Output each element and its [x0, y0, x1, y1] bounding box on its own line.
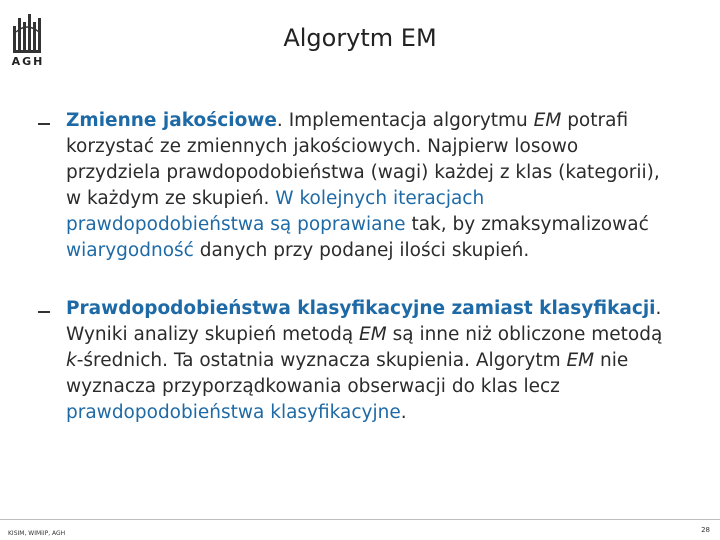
item-heading: Prawdopodobieństwa klasyfikacyjne zamiast klasyfikacji: [66, 298, 656, 319]
page-number: 28: [701, 526, 710, 534]
highlight-text: prawdopodobieństwa klasyfikacyjne: [66, 402, 401, 423]
dash-bullet-icon: [38, 123, 50, 125]
item-text: są inne niż obliczone metodą: [386, 324, 663, 345]
item-text: .: [400, 402, 407, 423]
highlight-text: W kolejnych iteracjach prawdopodobieństwa są poprawiane: [66, 188, 485, 235]
item-text: potrafi korzystać ze zmiennych jakościowych. Najpierw losowo przydziela prawdopodobieństwa (wagi) każdej z klas (kategorii), w każdym ze skupień.: [66, 110, 660, 209]
item-text: EM: [566, 350, 595, 371]
bullet-list: [38, 108, 678, 426]
logo-text: AGH: [11, 55, 45, 68]
item-text: nie wyznacza przyporządkowania obserwacji do klas lecz: [66, 350, 629, 397]
item-text: tak, by zmaksymalizować: [405, 214, 649, 235]
dash-bullet-icon: [38, 311, 50, 313]
bullet-item: [38, 108, 678, 264]
item-text: k: [66, 350, 77, 371]
item-text: EM: [533, 110, 562, 131]
item-text: Implementacja algorytmu: [282, 110, 534, 131]
item-text: .: [276, 110, 283, 131]
item-text: .: [655, 298, 662, 319]
item-text: -średnich. Ta ostatnia wyznacza skupienia. Algorytm: [76, 350, 567, 371]
highlight-text: wiarygodność: [66, 240, 194, 261]
slide-title: Algorytm EM: [283, 24, 437, 52]
item-text: EM: [359, 324, 387, 345]
item-heading: Zmienne jakościowe: [66, 110, 277, 131]
footer-divider: [0, 519, 720, 520]
bullet-item: [38, 296, 678, 426]
item-text: Wyniki analizy skupień metodą: [66, 324, 360, 345]
footer-label: KISIM, WIMiIP, AGH: [8, 530, 66, 537]
item-text: danych przy podanej ilości skupień.: [193, 240, 530, 261]
